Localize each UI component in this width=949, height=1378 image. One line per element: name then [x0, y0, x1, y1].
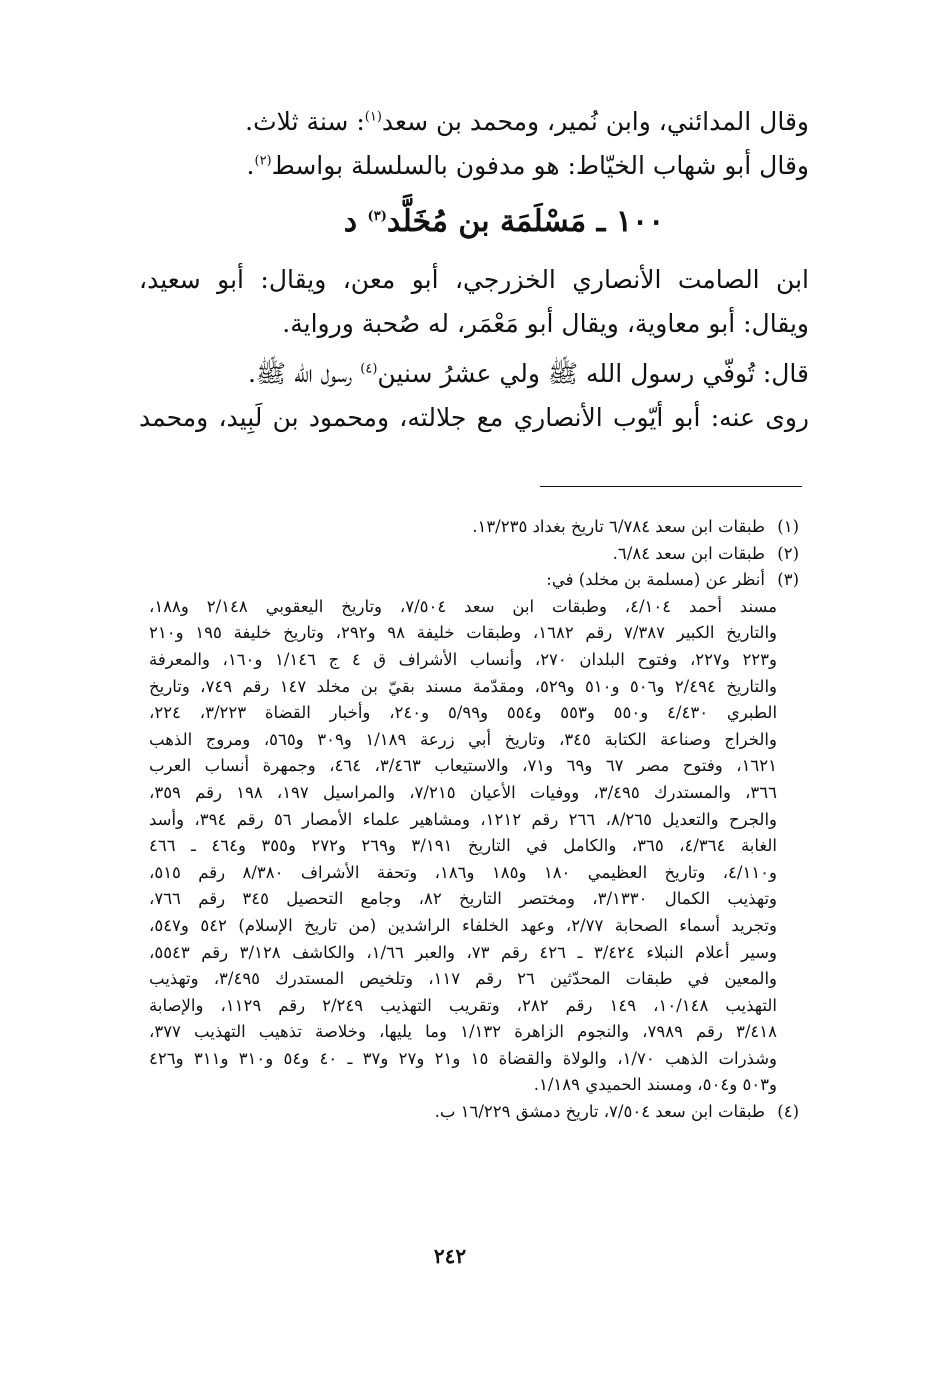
- footnote-1-text: طبقات ابن سعد ٦/٧٨٤ تاريخ بغداد ١٣/٢٣٥.: [472, 517, 765, 536]
- footnotes: [149, 514, 799, 1126]
- text-line-2: [139, 144, 809, 188]
- footnote-4-text: طبقات ابن سعد ٧/٥٠٤، تاريخ دمشق ١٦/٢٢٩ ب.: [434, 1102, 765, 1122]
- footnote-3-line: وشذرات الذهب ١/٧٠، والولاة والقضاة ١٥ و٢١ و٢٧ و٣٧ ـ ٤٠ و٥٤ و٣١٠ و٣١١ و٤٢٦: [149, 1048, 777, 1068]
- entry-heading-title: ١٠٠ ـ مَسْلَمَة بن مُخَلَّد: [386, 204, 665, 239]
- page-number: ٢٤٢: [433, 1244, 467, 1268]
- footnote-3-text: أنظر عن (مسلمة بن مخلد) في:: [546, 570, 765, 590]
- footnote-divider: [540, 486, 802, 487]
- text-line-6: روى عنه: أبو أيّوب الأنصاري مع جلالته، ومحمود بن لَبِيد، ومحمد: [139, 403, 809, 432]
- footnote-3-line: و٤/١١٠، وتاريخ العظيمي ١٨٠ و١٨٥ و١٨٦، وتحفة الأشراف ٨/٣٨٠ رقم ٥١٥،: [149, 862, 778, 882]
- footnote-ref-2[interactable]: (٢): [254, 153, 272, 169]
- text-line-5: [139, 352, 809, 396]
- text-line-2-part-2: .: [246, 151, 255, 180]
- footnote-3-line: مسند أحمد ٤/١٠٤، وطبقات ابن سعد ٧/٥٠٤، وتاريخ اليعقوبي ٢/١٤٨ و١٨٨،: [149, 596, 778, 616]
- footnote-3: [149, 567, 799, 594]
- footnote-ref-4[interactable]: (٤): [360, 361, 378, 377]
- footnote-3-line: و٢٢٣ و٢٢٧، وفتوح البلدان ٢٧٠، وأنساب الأشراف ق ٤ ج ١/١٤٦ و١٦٠، والمعرفة: [149, 649, 777, 669]
- footnote-ref-3[interactable]: (٣): [367, 209, 387, 224]
- footnote-3-line: الغابة ٤/٣٦٤، ٣٦٥، والكامل في التاريخ ٣/١٩١ و٢٦٩ و٢٧٢ و٣٥٥ و٤٦٤ ـ ٤٦٦: [149, 836, 777, 856]
- footnote-1-number: (١): [777, 517, 799, 536]
- footnote-3-line: والمعين في طبقات المحدّثين ٢٦ رقم ١١٧، وتلخيص المستدرك ٣/٤٩٥، وتهذيب: [149, 969, 777, 989]
- text-line-2-part-1: وقال أبو شهاب الخيّاط: هو مدفون بالسلسلة بواسط: [271, 151, 809, 180]
- footnote-ref-1[interactable]: (١): [364, 109, 382, 125]
- footnote-3-line: و٥٠٣ و٥٠٤، ومسند الحميدي ١/١٨٩.: [533, 1075, 777, 1095]
- footnote-3-line: وسير أعلام النبلاء ٣/٤٢٤ ـ ٤٢٦ رقم ٧٣، والعبر ١/٦٦، والكاشف ٣/١٢٨ رقم ٥٥٤٣،: [149, 942, 777, 962]
- text-line-5-part-2: رسول الله ﷺ.: [247, 359, 361, 388]
- text-line-1-part-2: : سنة ثلاث.: [245, 107, 365, 136]
- text-line-1-part-1: وقال المدائني، وابن نُمير، ومحمد بن سعد: [381, 107, 809, 136]
- footnote-3-line: الطبري ٤/٤٣٠ و٥٥٠ و٥٥٣ و٥٥٤ و٥/٩٩ و٢٤٠، وأخبار القضاة ٣/٢٢٣، ٢٢٤،: [149, 703, 778, 723]
- footnote-3-line: والجرح والتعديل ٨/٢٦٥، ٢٦٦ رقم ١٢١٢، ومشاهير علماء الأمصار ٥٦ رقم ٣٩٤، وأسد: [149, 809, 777, 829]
- text-line-3: ابن الصامت الأنصاري الخزرجي، أبو معن، ويقال: أبو سعيد،: [139, 265, 809, 294]
- footnote-3-number: (٣): [777, 570, 799, 590]
- entry-heading: [139, 192, 809, 252]
- footnote-4: [149, 1099, 799, 1126]
- footnote-3-line: ١٦٢١، وفتوح مصر ٦٧ و٦٩ و٧١، والاستيعاب ٣/٤٦٣، ٤٦٤، وجمهرة أنساب العرب: [149, 756, 778, 776]
- text-line-5-part-1: قال: تُوفّي رسول الله ﷺ ولي عشرُ سنين: [377, 359, 809, 388]
- text-line-4: ويقال: أبو معاوية، ويقال أبو مَعْمَر، له صُحبة ورواية.: [282, 309, 809, 338]
- footnote-3-line: والتاريخ الكبير ٧/٣٨٧ رقم ١٦٨٢، وطبقات خليفة ٩٨ و٢٩٢، وتاريخ خليفة ١٩٥ و٢١٠: [149, 623, 778, 643]
- footnote-3-line: ٣٦٦، والمستدرك ٣/٤٩٥، ووفيات الأعيان ٧/٢١٥، والمراسيل ١٩٧، ١٩٨ رقم ٣٥٩،: [149, 782, 778, 802]
- footnote-2: [149, 541, 799, 568]
- footnote-3-line: وتهذيب الكمال ٣/١٣٣٠، ومختصر التاريخ ٨٢، وجامع التحصيل ٣٤٥ رقم ٧٦٦،: [149, 889, 778, 909]
- main-text: [139, 100, 809, 440]
- text-line-1: [139, 100, 809, 144]
- footnote-3-body: [149, 594, 811, 1099]
- footnote-3-line: والتاريخ ٢/٤٩٤ و٥٠٦ و٥١٠ و٥٢٩، ومقدّمة مسند بقيّ بن مخلد ١٤٧ رقم ٧٤٩، وتاريخ: [149, 676, 777, 696]
- footnote-3-line: التهذيب ١٠/١٤٨، ١٤٩ رقم ٢٨٢، وتقريب التهذيب ٢/٢٤٩ رقم ١١٢٩، والإصابة: [149, 995, 778, 1015]
- entry-heading-symbol: د: [343, 204, 368, 239]
- footnote-4-number: (٤): [777, 1102, 799, 1122]
- footnote-3-line: والخراج وصناعة الكتابة ٣٤٥، وتاريخ أبي زرعة ١/١٨٩ و٣٠٩ و٥٦٥، ومروج الذهب: [149, 729, 777, 749]
- footnote-1: [149, 514, 799, 541]
- footnote-3-line: ٣/٤١٨ رقم ٧٩٨٩، والنجوم الزاهرة ١/١٣٢ وما يليها، وخلاصة تذهيب التهذيب ٣٧٧،: [149, 1022, 778, 1042]
- footnote-3-line: وتجريد أسماء الصحابة ٢/٧٧، وعهد الخلفاء الراشدين (من تاريخ الإسلام) ٥٤٢ و٥٤٧،: [149, 915, 777, 935]
- footnote-2-text: طبقات ابن سعد ٦/٨٤.: [612, 543, 765, 563]
- footnote-2-number: (٢): [777, 543, 799, 563]
